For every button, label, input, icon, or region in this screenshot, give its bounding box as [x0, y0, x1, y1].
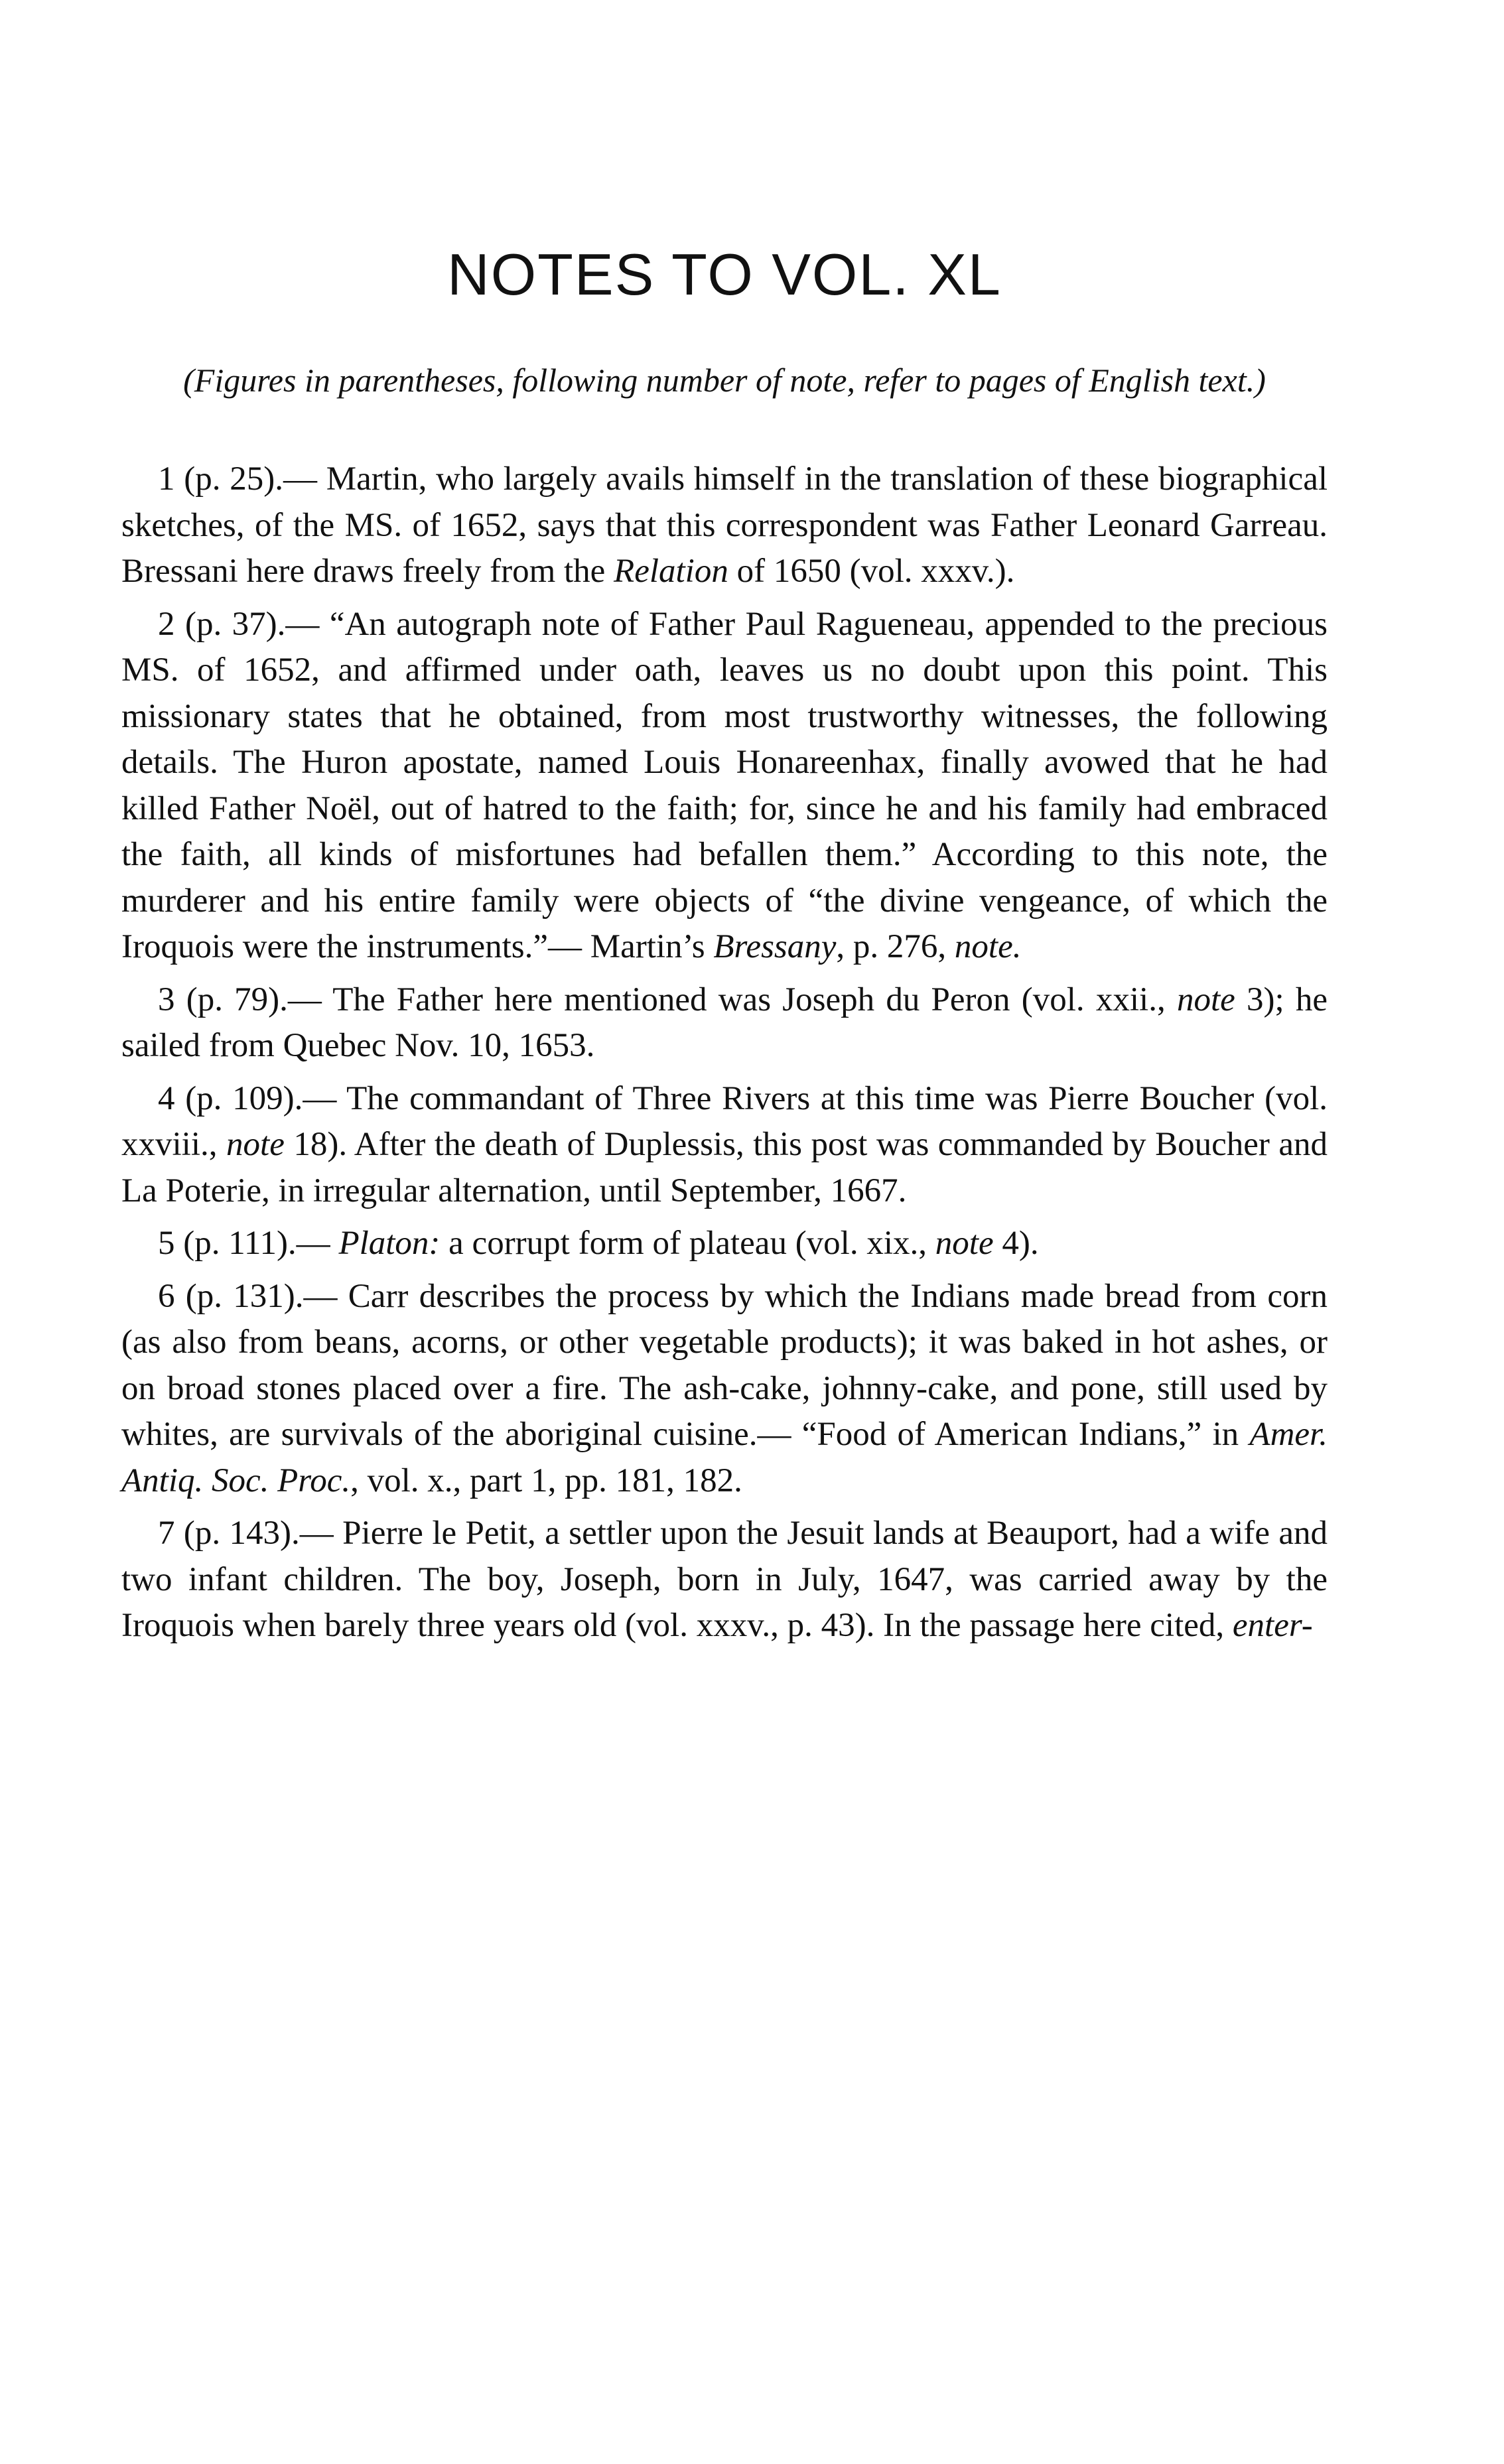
note-text: , vol. x., part 1, pp. 181, 182. — [350, 1462, 742, 1499]
note-text: , p. 276, — [836, 928, 955, 965]
note-text: 2 (p. 37).— “An autograph note of Father Paul Ragueneau, appended to the precious MS. of 1652, and affirmed under oath, leaves us no doubt upon this point. This missionary states that he obtained, from most trustworthy witnesses, the following details. The Huron apostate, named Louis Honareenhax, finally avowed that he had killed Father Noël, out of hatred to the faith; for, since he and his family had embraced the faith, all kinds of misfortunes had befallen them.” According to this note, the murderer and his entire family were objects of “the divine vengeance, of which the Iroquois were the instruments.”— Martin’s — [121, 605, 1328, 965]
page — [121, 241, 1328, 1656]
note-italic-text: Platon: — [338, 1225, 441, 1262]
note-italic-text: Amer. Antiq. Soc. Proc. — [121, 1416, 1328, 1499]
note-1 — [121, 456, 1328, 595]
note-text: 7 (p. 143).— Pierre le Petit, a settler upon the Jesuit lands at Beauport, had a wife and two infant children. The boy, Joseph, born in July, 1647, was carried away by the Iroquois when barely three years old (vol. xxxv., p. 43). In the passage here cited, — [121, 1515, 1328, 1644]
note-text: 3 (p. 79).— The Father here mentioned was Joseph du Peron (vol. xxii., — [158, 981, 1177, 1018]
note-text: 1 (p. 25).— Martin, who largely avails himself in the translation of these biographical sketches, of the MS. of 1652, says that this correspondent was Father Leonard Garreau. Bressani here draws freely from the — [121, 460, 1328, 590]
note-text: 4 (p. 109).— The commandant of Three Rivers at this time was Pierre Boucher (vol. xxviii., — [121, 1079, 1328, 1163]
note-text: a corrupt form of plateau (vol. xix., — [440, 1225, 935, 1262]
note-3 — [121, 977, 1328, 1069]
note-italic-text: note — [1176, 981, 1235, 1018]
note-text: of 1650 (vol. xxxv.). — [728, 553, 1015, 590]
note-italic-text: note — [226, 1126, 285, 1163]
note-text: 5 (p. 111).— — [158, 1225, 339, 1262]
note-italic-text: note. — [954, 928, 1022, 965]
note-4 — [121, 1076, 1328, 1215]
note-text: 6 (p. 131).— Carr describes the process by which the Indians made bread from corn (as also from beans, acorns, or other vegetable products); it was baked in hot ashes, or on broad stones placed over a fire. The ash-cake, johnny-cake, and pone, still used by whites, are survivals of the aboriginal cuisine.— “Food of American Indians,” in — [121, 1277, 1328, 1453]
note-2 — [121, 602, 1328, 971]
note-text: 18). After the death of Duplessis, this post was commanded by Boucher and La Poterie, in irregular alternation, until September, 1667. — [121, 1126, 1328, 1209]
note-italic-text: Relation — [614, 553, 728, 590]
note-6 — [121, 1274, 1328, 1505]
note-italic-text: enter- — [1232, 1607, 1313, 1644]
note-text: 3); he sailed from Quebec Nov. 10, 1653. — [121, 981, 1328, 1064]
note-5 — [121, 1221, 1328, 1267]
note-italic-text: Bressany — [713, 928, 837, 965]
note-italic-text: note — [935, 1225, 994, 1262]
page-subtitle: (Figures in parentheses, following number of note, refer to pages of English text.) — [183, 362, 1266, 399]
note-text: 4). — [993, 1225, 1039, 1262]
page-title: NOTES TO VOL. XL — [447, 241, 1002, 307]
note-7 — [121, 1511, 1328, 1649]
notes-list — [121, 456, 1328, 1649]
